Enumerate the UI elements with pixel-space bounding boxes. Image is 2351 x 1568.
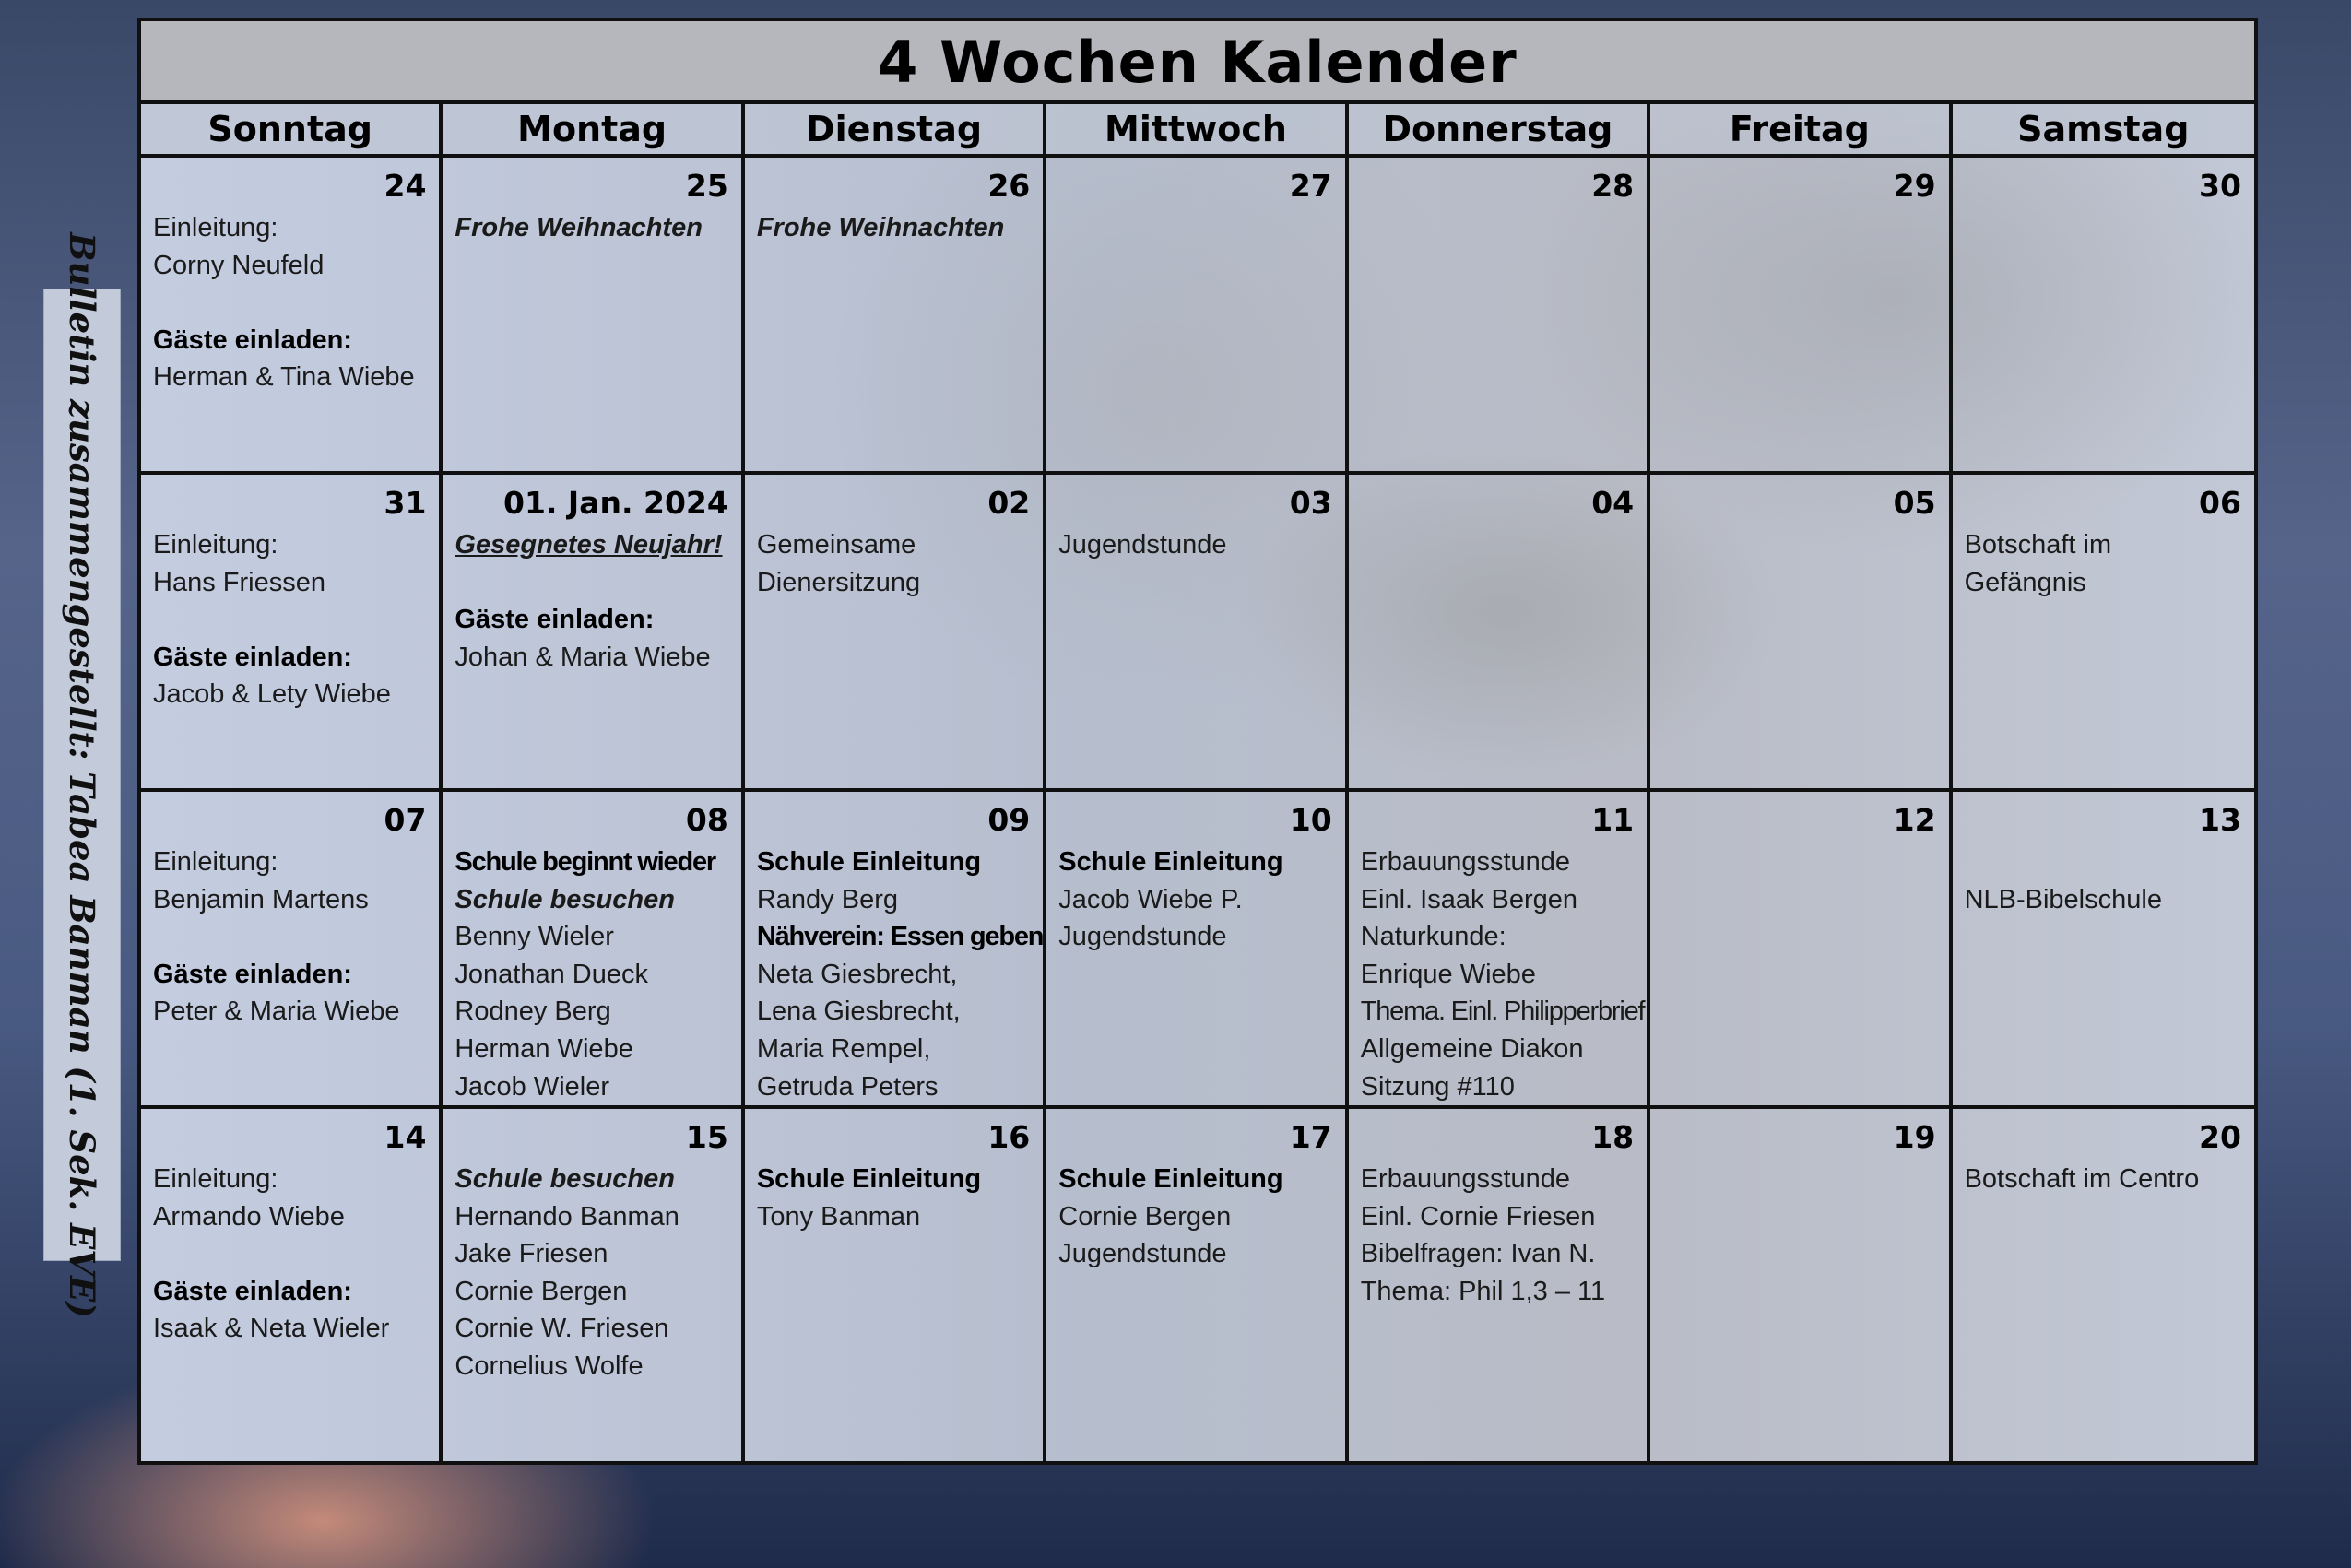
day-entries xyxy=(757,1161,1034,1235)
day-cell xyxy=(1650,792,1952,1105)
day-cell xyxy=(745,475,1046,788)
entry-line: Rodney Berg xyxy=(455,996,611,1027)
day-header: Samstag xyxy=(1953,104,2254,154)
entry-line: Einleitung: xyxy=(153,847,278,877)
entry-line xyxy=(455,564,731,602)
day-headers xyxy=(141,104,2254,158)
entry-line: Jacob Wieler xyxy=(455,1071,610,1102)
calendar-title: 4 Wochen Kalender xyxy=(141,21,2254,104)
side-label-text: Bulletin zusammengestellt: Tabea Banman (1. Sek. EVE) xyxy=(62,231,102,1318)
entry-line: Gesegnetes Neujahr! xyxy=(455,530,723,560)
entry-line: Allgemeine Diakon xyxy=(1360,1033,1584,1064)
entry-line: Jacob Wiebe P. xyxy=(1058,884,1243,914)
day-cell xyxy=(1349,1109,1650,1461)
entry-line xyxy=(1965,843,2245,881)
entry-line: Gemeinsame xyxy=(756,530,916,560)
day-number: 19 xyxy=(1893,1119,1936,1155)
entry-line: Schule Einleitung xyxy=(756,847,982,877)
entry-line: Gefängnis xyxy=(1964,567,2086,597)
entry-line: Cornie W. Friesen xyxy=(455,1314,669,1344)
day-cell xyxy=(141,158,443,471)
entry-line: Sitzung #110 xyxy=(1360,1071,1515,1102)
day-number: 11 xyxy=(1591,802,1635,838)
day-cell xyxy=(443,475,744,788)
entry-line: Hans Friessen xyxy=(153,567,325,597)
entry-line: Dienersitzung xyxy=(756,567,921,597)
day-cell xyxy=(1046,1109,1348,1461)
entry-line: Jugendstunde xyxy=(1058,922,1227,952)
day-cell xyxy=(443,792,744,1105)
day-cell xyxy=(1953,792,2254,1105)
entry-line: Thema. Einl. Philipperbrief xyxy=(1360,996,1645,1027)
day-entries xyxy=(153,209,430,396)
day-entries xyxy=(455,209,731,247)
day-cell xyxy=(745,792,1046,1105)
day-cell xyxy=(443,1109,744,1461)
day-cell xyxy=(1650,158,1952,471)
day-number: 17 xyxy=(1289,1119,1332,1155)
entry-line: Lena Giesbrecht, xyxy=(756,996,961,1027)
entry-line: Cornelius Wolfe xyxy=(455,1350,644,1381)
entry-line xyxy=(153,1235,430,1273)
entry-line: Johan & Maria Wiebe xyxy=(455,642,711,672)
day-number: 01. Jan. 2024 xyxy=(502,485,728,521)
calendar xyxy=(137,18,2258,1465)
side-label xyxy=(43,231,121,1318)
entry-line: Gäste einladen: xyxy=(153,642,352,672)
week-row xyxy=(141,158,2254,475)
entry-line: Schule Einleitung xyxy=(1058,847,1283,877)
day-header: Montag xyxy=(443,104,744,154)
day-entries xyxy=(1058,1161,1335,1273)
entry-line: Bibelfragen: Ivan N. xyxy=(1360,1239,1596,1269)
entry-line: Randy Berg xyxy=(756,884,898,914)
day-number: 28 xyxy=(1591,168,1635,204)
entry-line: Neta Giesbrecht, xyxy=(756,959,958,989)
day-number: 29 xyxy=(1893,168,1936,204)
entry-line: Botschaft im Centro xyxy=(1964,1164,2200,1194)
entry-line: Enrique Wiebe xyxy=(1360,959,1536,989)
week-row xyxy=(141,792,2254,1109)
entry-line: Einl. Cornie Friesen xyxy=(1360,1201,1596,1232)
entry-line: Gäste einladen: xyxy=(153,1276,352,1306)
entry-line: Herman & Tina Wiebe xyxy=(153,362,415,393)
day-header: Donnerstag xyxy=(1349,104,1650,154)
day-cell xyxy=(1046,475,1348,788)
entry-line: NLB-Bibelschule xyxy=(1964,884,2162,914)
entry-line: Einleitung: xyxy=(153,1164,278,1194)
entry-line: Thema: Phil 1,3 – 11 xyxy=(1360,1276,1606,1306)
entry-line: Erbauungsstunde xyxy=(1360,847,1571,877)
entry-line: Schule Einleitung xyxy=(756,1164,982,1194)
day-cell xyxy=(1349,792,1650,1105)
day-entries xyxy=(1965,843,2245,918)
day-number: 18 xyxy=(1591,1119,1635,1155)
day-cell xyxy=(443,158,744,471)
day-cell xyxy=(1650,475,1952,788)
day-number: 07 xyxy=(384,802,427,838)
day-cell xyxy=(745,158,1046,471)
entry-line: Schule Einleitung xyxy=(1058,1164,1283,1194)
day-entries xyxy=(153,843,430,1031)
day-entries xyxy=(1361,1161,1637,1310)
entry-line: Hernando Banman xyxy=(455,1201,679,1232)
day-entries xyxy=(1058,843,1335,956)
day-cell xyxy=(1046,158,1348,471)
day-number: 03 xyxy=(1289,485,1332,521)
entry-line: Botschaft im xyxy=(1964,530,2112,560)
day-entries xyxy=(455,526,731,676)
day-entries xyxy=(1058,526,1335,564)
day-number: 14 xyxy=(384,1119,427,1155)
entry-line xyxy=(153,284,430,322)
entry-line: Einleitung: xyxy=(153,213,278,242)
day-header: Sonntag xyxy=(141,104,443,154)
day-number: 30 xyxy=(2199,168,2241,204)
day-number: 13 xyxy=(2199,802,2241,838)
day-number: 06 xyxy=(2199,485,2241,521)
day-entries xyxy=(756,843,1044,1105)
entry-line: Herman Wiebe xyxy=(455,1033,633,1064)
entry-line: Gäste einladen: xyxy=(153,324,352,355)
entry-line: Frohe Weihnachten xyxy=(455,213,703,242)
entry-line: Corny Neufeld xyxy=(153,250,325,280)
day-number: 25 xyxy=(685,168,728,204)
entry-line: Armando Wiebe xyxy=(153,1201,345,1232)
entry-line: Jacob & Lety Wiebe xyxy=(153,679,391,710)
day-cell xyxy=(1046,792,1348,1105)
entry-line: Gäste einladen: xyxy=(455,605,655,635)
day-entries xyxy=(1965,1161,2245,1198)
entry-line: Cornie Bergen xyxy=(1058,1201,1232,1232)
entry-line: Gäste einladen: xyxy=(153,959,352,989)
entry-line: Jake Friesen xyxy=(455,1239,608,1269)
entry-line: Schule beginnt wieder xyxy=(455,847,715,877)
entry-line: Schule besuchen xyxy=(455,1164,675,1194)
week-row xyxy=(141,475,2254,792)
day-cell xyxy=(1953,158,2254,471)
day-number: 05 xyxy=(1893,485,1936,521)
entry-line: Cornie Bergen xyxy=(455,1276,628,1306)
entry-line: Jonathan Dueck xyxy=(455,959,649,989)
day-header: Dienstag xyxy=(745,104,1046,154)
entry-line: Einl. Isaak Bergen xyxy=(1360,884,1578,914)
day-entries xyxy=(153,1161,430,1348)
entry-line: Isaak & Neta Wieler xyxy=(153,1314,390,1344)
day-entries xyxy=(455,1161,731,1385)
entry-line xyxy=(153,601,430,639)
day-entries xyxy=(757,526,1034,601)
day-number: 24 xyxy=(384,168,427,204)
day-cell xyxy=(1349,158,1650,471)
day-number: 15 xyxy=(685,1119,728,1155)
day-cell xyxy=(1953,1109,2254,1461)
entry-line: Nähverein: Essen geben xyxy=(756,922,1044,952)
entry-line: Erbauungsstunde xyxy=(1360,1164,1571,1194)
day-cell xyxy=(141,475,443,788)
entry-line xyxy=(153,918,430,956)
entry-line: Jugendstunde xyxy=(1058,1239,1227,1269)
day-cell xyxy=(1349,475,1650,788)
weeks xyxy=(141,158,2254,1461)
entry-line: Einleitung: xyxy=(153,530,278,560)
day-header: Mittwoch xyxy=(1046,104,1348,154)
entry-line: Getruda Peters xyxy=(756,1071,939,1102)
day-number: 20 xyxy=(2199,1119,2241,1155)
entry-line: Schule besuchen xyxy=(455,884,675,914)
day-number: 27 xyxy=(1289,168,1332,204)
day-entries xyxy=(153,526,430,713)
entry-line: Naturkunde: xyxy=(1360,922,1506,952)
entry-line: Peter & Maria Wiebe xyxy=(153,996,400,1027)
day-number: 08 xyxy=(685,802,728,838)
entry-line: Jugendstunde xyxy=(1058,530,1227,560)
entry-line: Benjamin Martens xyxy=(153,884,369,914)
day-cell xyxy=(1953,475,2254,788)
day-number: 10 xyxy=(1289,802,1332,838)
day-number: 26 xyxy=(987,168,1031,204)
day-header: Freitag xyxy=(1650,104,1952,154)
week-row xyxy=(141,1109,2254,1461)
day-entries xyxy=(1965,526,2245,601)
day-cell xyxy=(141,1109,443,1461)
day-number: 12 xyxy=(1893,802,1936,838)
day-entries xyxy=(757,209,1034,247)
day-cell xyxy=(141,792,443,1105)
day-number: 04 xyxy=(1591,485,1635,521)
entry-line: Benny Wieler xyxy=(455,922,614,952)
entry-line: Maria Rempel, xyxy=(756,1033,931,1064)
day-number: 09 xyxy=(987,802,1031,838)
entry-line: Tony Banman xyxy=(756,1201,921,1232)
day-cell xyxy=(1650,1109,1952,1461)
day-entries xyxy=(1360,843,1645,1105)
day-number: 31 xyxy=(384,485,427,521)
day-number: 02 xyxy=(987,485,1031,521)
day-number: 16 xyxy=(987,1119,1031,1155)
entry-line: Frohe Weihnachten xyxy=(756,213,1005,242)
day-cell xyxy=(745,1109,1046,1461)
day-entries xyxy=(455,843,731,1105)
